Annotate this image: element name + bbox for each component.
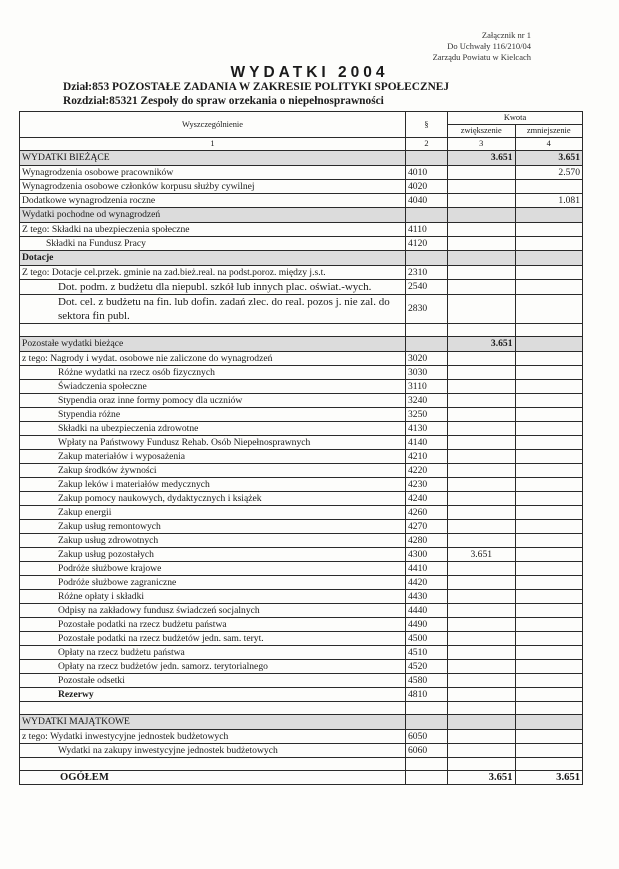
col-num-1: 1: [20, 138, 406, 151]
total-zw: 3.651: [448, 771, 516, 785]
col-num-2: 2: [406, 138, 448, 151]
row-zwiekszenie: [448, 366, 516, 380]
row-zwiekszenie: [448, 194, 516, 208]
row-zwiekszenie: [448, 562, 516, 576]
row-code: 3250: [406, 408, 448, 422]
row-label: Z tego: Składki na ubezpieczenia społeczne: [20, 223, 406, 237]
row-label: Zakup usług remontowych: [20, 520, 406, 534]
row-label: z tego: Nagrody i wydat. osobowe nie zaliczone do wynagrodzeń: [20, 352, 406, 366]
row-zwiekszenie: [448, 506, 516, 520]
row-code: 6050: [406, 730, 448, 744]
row-zmniejszenie: [515, 688, 583, 702]
table-row: [20, 660, 583, 674]
row-zmniejszenie: [515, 408, 583, 422]
table-row: [20, 604, 583, 618]
row-zwiekszenie: [448, 352, 516, 366]
table-row: [20, 237, 583, 251]
row-zmniejszenie: [515, 422, 583, 436]
row-zmniejszenie: [515, 618, 583, 632]
table-row: [20, 618, 583, 632]
section-label: Wydatki pochodne od wynagrodzeń: [22, 209, 161, 220]
row-zmniejszenie: [515, 576, 583, 590]
row-zmniejszenie: [515, 180, 583, 194]
row-zmniejszenie: [515, 436, 583, 450]
row-code: 2540: [406, 280, 448, 295]
row-zmniejszenie: [515, 506, 583, 520]
majatkowe-rows: [20, 730, 583, 758]
row-zmniejszenie: 2.570: [515, 166, 583, 180]
table-row: [20, 266, 583, 280]
row-zwiekszenie: [448, 464, 516, 478]
row-zwiekszenie: [448, 646, 516, 660]
row-zmniejszenie: [515, 380, 583, 394]
table-row: [20, 674, 583, 688]
table-row: [20, 562, 583, 576]
row-zwiekszenie: [448, 408, 516, 422]
row-zmniejszenie: [515, 223, 583, 237]
table-row: [20, 464, 583, 478]
row-zwiekszenie: [448, 632, 516, 646]
column-number-row: [20, 138, 583, 151]
table-row: [20, 534, 583, 548]
section-label: WYDATKI BIEŻĄCE: [22, 152, 110, 163]
row-label: Zakup materiałów i wyposażenia: [20, 450, 406, 464]
section-zm: 3.651: [515, 151, 583, 166]
pochodne-rows: [20, 223, 583, 251]
page-title: WYDATKI 2004: [230, 64, 389, 81]
row-label: Świadczenia społeczne: [20, 380, 406, 394]
row-zwiekszenie: [448, 422, 516, 436]
row-zmniejszenie: [515, 590, 583, 604]
table-row: [20, 422, 583, 436]
spacer-row: [20, 324, 583, 337]
row-zwiekszenie: [448, 280, 516, 295]
annex-line-1: Załącznik nr 1: [481, 30, 531, 40]
row-zwiekszenie: [448, 180, 516, 194]
row-code: 4520: [406, 660, 448, 674]
row-zmniejszenie: [515, 394, 583, 408]
row-zmniejszenie: [515, 604, 583, 618]
header-wyszczegolnienie: Wyszczególnienie: [20, 112, 406, 138]
row-zwiekszenie: [448, 590, 516, 604]
row-label: Różne opłaty i składki: [20, 590, 406, 604]
row-code: 2830: [406, 295, 448, 324]
table-row: [20, 180, 583, 194]
row-zmniejszenie: [515, 366, 583, 380]
row-zmniejszenie: [515, 534, 583, 548]
table-row: [20, 506, 583, 520]
row-zmniejszenie: [515, 548, 583, 562]
row-label: Wydatki na zakupy inwestycyjne jednostek budżetowych: [20, 744, 406, 758]
col-num-4: 4: [515, 138, 583, 151]
row-code: 4500: [406, 632, 448, 646]
row-label: Opłaty na rzecz budżetu państwa: [20, 646, 406, 660]
row-zmniejszenie: [515, 450, 583, 464]
row-code: 3110: [406, 380, 448, 394]
row-zwiekszenie: [448, 660, 516, 674]
row-code: 4430: [406, 590, 448, 604]
row-code: 4220: [406, 464, 448, 478]
row-code: 4110: [406, 223, 448, 237]
table-row: [20, 223, 583, 237]
table-row: [20, 646, 583, 660]
row-zmniejszenie: [515, 744, 583, 758]
row-label: Dodatkowe wynagrodzenia roczne: [20, 194, 406, 208]
row-label: Pozostałe podatki na rzecz budżetu państwa: [20, 618, 406, 632]
row-zwiekszenie: [448, 674, 516, 688]
table-row: [20, 744, 583, 758]
table-row: [20, 492, 583, 506]
row-code: 4440: [406, 604, 448, 618]
section-dotacje: [20, 251, 583, 266]
row-zmniejszenie: [515, 730, 583, 744]
table-row: [20, 366, 583, 380]
row-zmniejszenie: [515, 674, 583, 688]
table-row: [20, 520, 583, 534]
row-code: 4210: [406, 450, 448, 464]
row-zwiekszenie: [448, 450, 516, 464]
row-zwiekszenie: [448, 380, 516, 394]
row-code: 4240: [406, 492, 448, 506]
row-zmniejszenie: [515, 562, 583, 576]
table-row: [20, 478, 583, 492]
row-code: 4010: [406, 166, 448, 180]
wynagrodzenia-rows: [20, 166, 583, 208]
rozdzial-heading: Rozdział:85321 Zespoły do spraw orzekania o niepełnosprawności: [63, 95, 384, 107]
row-zmniejszenie: [515, 352, 583, 366]
row-code: 6060: [406, 744, 448, 758]
row-zwiekszenie: [448, 744, 516, 758]
section-label: WYDATKI MAJĄTKOWE: [22, 716, 130, 727]
row-code: 3240: [406, 394, 448, 408]
section-majatkowe: [20, 715, 583, 730]
header-zmniejszenie: zmniejszenie: [515, 125, 583, 138]
row-code: 4510: [406, 646, 448, 660]
row-code: 4040: [406, 194, 448, 208]
row-zwiekszenie: [448, 436, 516, 450]
section-label: Dotacje: [22, 252, 54, 263]
spacer-row: [20, 758, 583, 771]
table-row: [20, 194, 583, 208]
table-row: [20, 280, 583, 295]
table-row: [20, 166, 583, 180]
row-zwiekszenie: [448, 688, 516, 702]
row-zmniejszenie: [515, 632, 583, 646]
row-zwiekszenie: [448, 394, 516, 408]
row-zmniejszenie: [515, 520, 583, 534]
row-label: Podróże służbowe zagraniczne: [20, 576, 406, 590]
row-zmniejszenie: [515, 478, 583, 492]
annex-line-2: Do Uchwały 116/210/04: [447, 41, 531, 51]
row-code: 4420: [406, 576, 448, 590]
table-row: [20, 632, 583, 646]
row-code: 4140: [406, 436, 448, 450]
total-label: OGÓŁEM: [20, 771, 406, 785]
dotacje-rows: [20, 266, 583, 324]
row-zmniejszenie: [515, 237, 583, 251]
row-label: Podróże służbowe krajowe: [20, 562, 406, 576]
table-row: [20, 352, 583, 366]
row-label: Dot. cel. z budżetu na fin. lub dofin. zadań zlec. do real. pozos j. nie zal. do sektora fin publ.: [20, 295, 406, 324]
row-zwiekszenie: [448, 223, 516, 237]
row-label: Zakup usług zdrowotnych: [20, 534, 406, 548]
row-zwiekszenie: [448, 730, 516, 744]
table-row: [20, 450, 583, 464]
row-code: 3030: [406, 366, 448, 380]
row-zmniejszenie: 1.081: [515, 194, 583, 208]
row-label: Rezerwy: [20, 688, 406, 702]
row-zwiekszenie: [448, 604, 516, 618]
pozostale-rows: [20, 352, 583, 702]
row-zmniejszenie: [515, 492, 583, 506]
table-row: [20, 380, 583, 394]
row-zwiekszenie: 3.651: [448, 548, 516, 562]
spacer-row: [20, 702, 583, 715]
total-row: [20, 771, 583, 785]
expenses-table: [19, 111, 583, 785]
row-zmniejszenie: [515, 280, 583, 295]
row-zwiekszenie: [448, 576, 516, 590]
section-zw: 3.651: [448, 151, 516, 166]
table-row: [20, 548, 583, 562]
table-row: [20, 576, 583, 590]
row-label: Stypendia oraz inne formy pomocy dla uczniów: [20, 394, 406, 408]
row-zwiekszenie: [448, 492, 516, 506]
row-label: Z tego: Dotacje cel.przek. gminie na zad.bież.real. na podst.poroz. między j.s.t.: [20, 266, 406, 280]
table-row: [20, 295, 583, 324]
table-row: [20, 688, 583, 702]
row-code: 3020: [406, 352, 448, 366]
row-label: Składki na ubezpieczenia zdrowotne: [20, 422, 406, 436]
section-pochodne: [20, 208, 583, 223]
row-code: 4810: [406, 688, 448, 702]
table-row: [20, 394, 583, 408]
section-biezace: [20, 151, 583, 166]
row-code: 4020: [406, 180, 448, 194]
row-zmniejszenie: [515, 295, 583, 324]
row-code: 4280: [406, 534, 448, 548]
row-zwiekszenie: [448, 478, 516, 492]
row-label: Pozostałe podatki na rzecz budżetów jedn. sam. teryt.: [20, 632, 406, 646]
row-code: 4130: [406, 422, 448, 436]
row-code: 4490: [406, 618, 448, 632]
section-pozostale: [20, 337, 583, 352]
row-zwiekszenie: [448, 166, 516, 180]
row-label: z tego: Wydatki inwestycyjne jednostek budżetowych: [20, 730, 406, 744]
table-header-row: [20, 112, 583, 125]
section-zw: 3.651: [448, 337, 516, 352]
row-zwiekszenie: [448, 618, 516, 632]
row-code: 4120: [406, 237, 448, 251]
row-label: Składki na Fundusz Pracy: [20, 237, 406, 251]
table-row: [20, 730, 583, 744]
row-zwiekszenie: [448, 520, 516, 534]
row-zmniejszenie: [515, 660, 583, 674]
row-code: 4580: [406, 674, 448, 688]
row-label: Zakup środków żywności: [20, 464, 406, 478]
row-label: Odpisy na zakładowy fundusz świadczeń socjalnych: [20, 604, 406, 618]
row-zwiekszenie: [448, 266, 516, 280]
section-label: Pozostałe wydatki bieżące: [22, 338, 124, 349]
row-code: 4300: [406, 548, 448, 562]
row-label: Wynagrodzenia osobowe członków korpusu służby cywilnej: [20, 180, 406, 194]
table-row: [20, 408, 583, 422]
row-label: Opłaty na rzecz budżetów jedn. samorz. terytorialnego: [20, 660, 406, 674]
row-label: Wpłaty na Państwowy Fundusz Rehab. Osób Niepełnosprawnych: [20, 436, 406, 450]
table-row: [20, 590, 583, 604]
row-zwiekszenie: [448, 534, 516, 548]
row-label: Zakup leków i materiałów medycznych: [20, 478, 406, 492]
row-code: 4230: [406, 478, 448, 492]
header-kwota: Kwota: [448, 112, 583, 125]
row-zwiekszenie: [448, 237, 516, 251]
row-label: Pozostałe odsetki: [20, 674, 406, 688]
row-label: Zakup energii: [20, 506, 406, 520]
row-label: Zakup usług pozostałych: [20, 548, 406, 562]
col-num-3: 3: [448, 138, 516, 151]
row-label: Stypendia różne: [20, 408, 406, 422]
row-code: 2310: [406, 266, 448, 280]
annex-header: [433, 30, 531, 63]
row-label: Dot. podm. z budżetu dla niepubl. szkół lub innych plac. oświat.-wych.: [20, 280, 406, 295]
dzial-heading: Dział:853 POZOSTAŁE ZADANIA W ZAKRESIE POLITYKI SPOŁECZNEJ: [63, 81, 450, 93]
header-paragraf: §: [406, 112, 448, 138]
row-zmniejszenie: [515, 464, 583, 478]
table-row: [20, 436, 583, 450]
row-code: 4410: [406, 562, 448, 576]
total-zm: 3.651: [515, 771, 583, 785]
row-label: Różne wydatki na rzecz osób fizycznych: [20, 366, 406, 380]
row-label: Zakup pomocy naukowych, dydaktycznych i książek: [20, 492, 406, 506]
row-code: 4270: [406, 520, 448, 534]
row-zwiekszenie: [448, 295, 516, 324]
row-label: Wynagrodzenia osobowe pracowników: [20, 166, 406, 180]
row-code: 4260: [406, 506, 448, 520]
annex-line-3: Zarządu Powiatu w Kielcach: [432, 52, 531, 62]
row-zmniejszenie: [515, 266, 583, 280]
row-zmniejszenie: [515, 646, 583, 660]
header-zwiekszenie: zwiększenie: [448, 125, 516, 138]
